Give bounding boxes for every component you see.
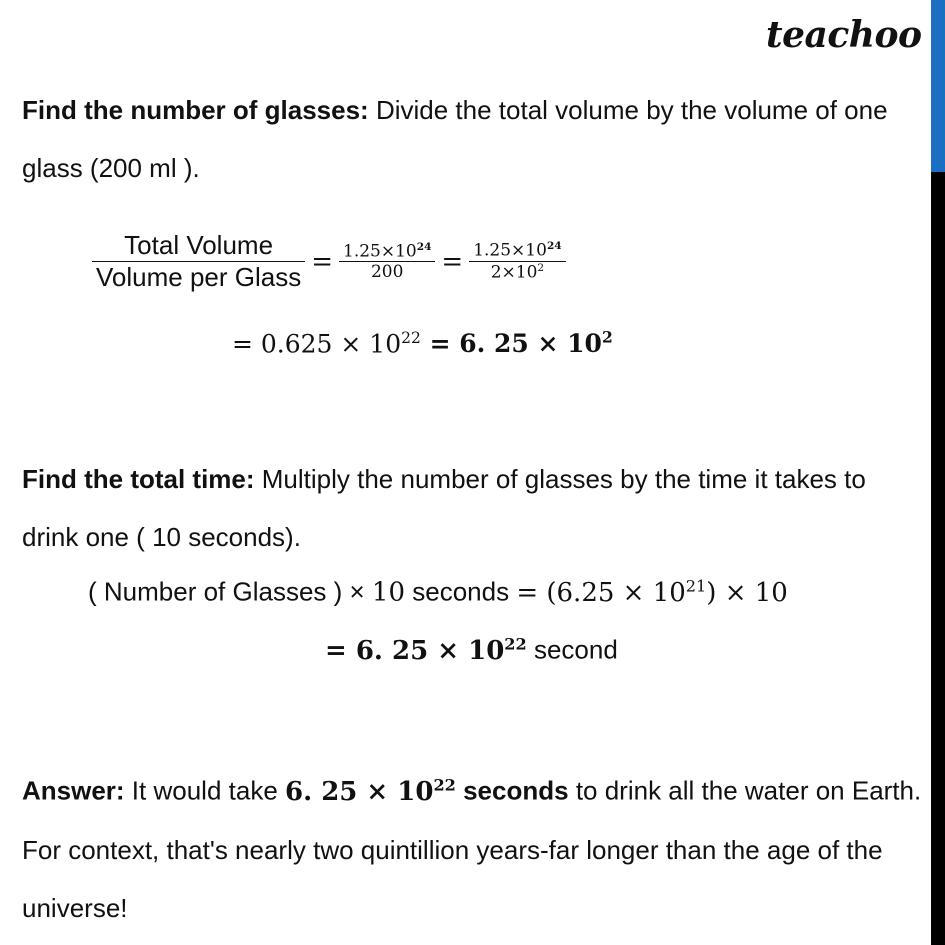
equation-volume-ratio (92, 230, 566, 293)
fraction-numerator: Total Volume (92, 230, 305, 262)
equation-glasses-result: = $0.625 \times 10^{22}$ = 𝟔. 𝟐𝟓 × $𝟏𝟎^𝟐$ (232, 328, 613, 359)
answer-paragraph: Answer: It would take 𝟔. 𝟐𝟓 × $𝟏𝟎^{𝟐𝟐}$ seconds to drink all the water on Earth. For context, that's nearly two quintillion years-far longer than the age of the universe! (22, 775, 922, 923)
equals-sign: = (441, 246, 464, 277)
teachoo-logo: teachoo (766, 14, 922, 56)
step1-text: Divide the total volume by the volume of one glass (200 ml ). (22, 95, 888, 183)
equation-total-time: ( Number of Glasses ) × 10 seconds = $(6.25 \times 10^{21}) \times 10$ (88, 576, 788, 608)
equation-time-result: = 𝟔. 𝟐𝟓 × $𝟏𝟎^{𝟐𝟐}$ second (325, 634, 618, 666)
step2-paragraph (22, 450, 927, 566)
fraction-scientific (469, 240, 565, 282)
answer-label: Answer: (22, 775, 125, 806)
fraction-denominator: Volume per Glass (96, 262, 302, 292)
fraction-numerator: $1.25\times 10^{24}$ (339, 241, 435, 263)
fraction-value (339, 241, 435, 283)
answer-value: 𝟔. 𝟐𝟓 × $𝟏𝟎^{𝟐𝟐}$ (285, 775, 456, 807)
fraction-total-over-glass (92, 230, 305, 293)
step2-text: Multiply the number of glasses by the time it takes to drink one ( 10 seconds). (22, 464, 866, 552)
step1-label: Find the number of glasses: (22, 95, 369, 125)
step1-paragraph (22, 81, 927, 197)
right-sidebar-accent (931, 0, 945, 172)
fraction-denominator: $2\times 10^2$ (490, 262, 545, 283)
equals-sign: = (311, 246, 334, 277)
fraction-numerator: $1.25\times 10^{24}$ (469, 240, 565, 262)
fraction-denominator: 200 (370, 262, 404, 283)
step2-label: Find the total time: (22, 464, 255, 494)
